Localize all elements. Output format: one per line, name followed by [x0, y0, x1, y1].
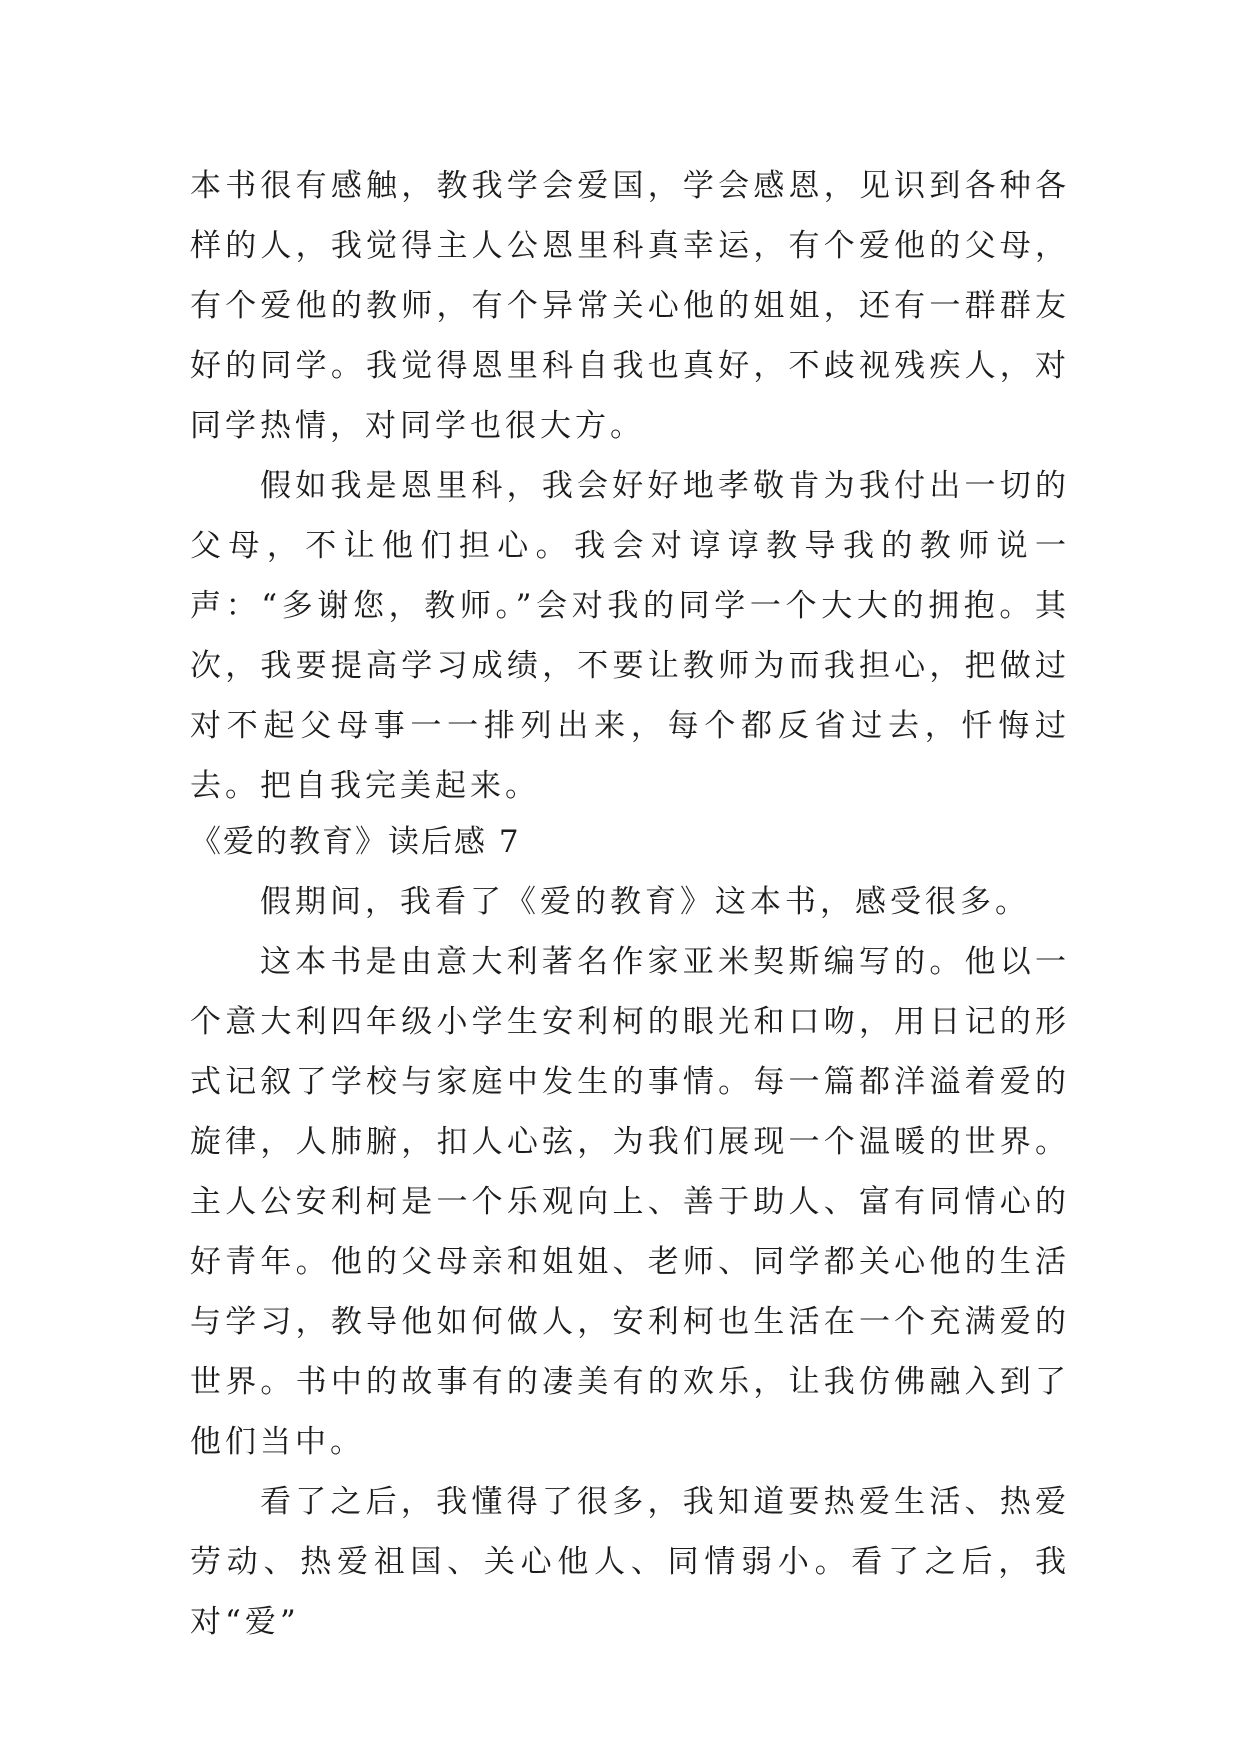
paragraph: 假期间，我看了《爱的教育》这本书，感受很多。: [260, 884, 1030, 920]
essay-7: [190, 812, 1070, 1652]
paragraph: 本书很有感触，教我学会爱国，学会感恩，见识到各种各样的人，我觉得主人公恩里科真幸运，有个爱他的父母，有个爱他的教师，有个异常关心他的姐姐，还有一群群友好的同学。我觉得恩里科自我也真好，不歧视残疾人，对同学热情，对同学也很大方。: [190, 168, 1070, 444]
essay-continuation: [190, 156, 1070, 816]
essay-heading: 《爱的教育》读后感 7: [190, 824, 521, 860]
paragraph: 看了之后，我懂得了很多，我知道要热爱生活、热爱劳动、热爱祖国、关心他人、同情弱小。看了之后，我对“爱”: [190, 1484, 1070, 1640]
paragraph: 假如我是恩里科，我会好好地孝敬肯为我付出一切的父母，不让他们担心。我会对谆谆教导我的教师说一声：“多谢您，教师。”会对我的同学一个大大的拥抱。其次，我要提高学习成绩，不要让教师为而我担心，把做过对不起父母事一一排列出来，每个都反省过去，忏悔过去。把自我完美起来。: [190, 468, 1070, 804]
paragraph: 这本书是由意大利著名作家亚米契斯编写的。他以一个意大利四年级小学生安利柯的眼光和口吻，用日记的形式记叙了学校与家庭中发生的事情。每一篇都洋溢着爱的旋律，人肺腑，扣人心弦，为我们展现一个温暖的世界。主人公安利柯是一个乐观向上、善于助人、富有同情心的好青年。他的父母亲和姐姐、老师、同学都关心他的生活与学习，教导他如何做人，安利柯也生活在一个充满爱的世界。书中的故事有的凄美有的欢乐，让我仿佛融入到了他们当中。: [190, 944, 1070, 1460]
